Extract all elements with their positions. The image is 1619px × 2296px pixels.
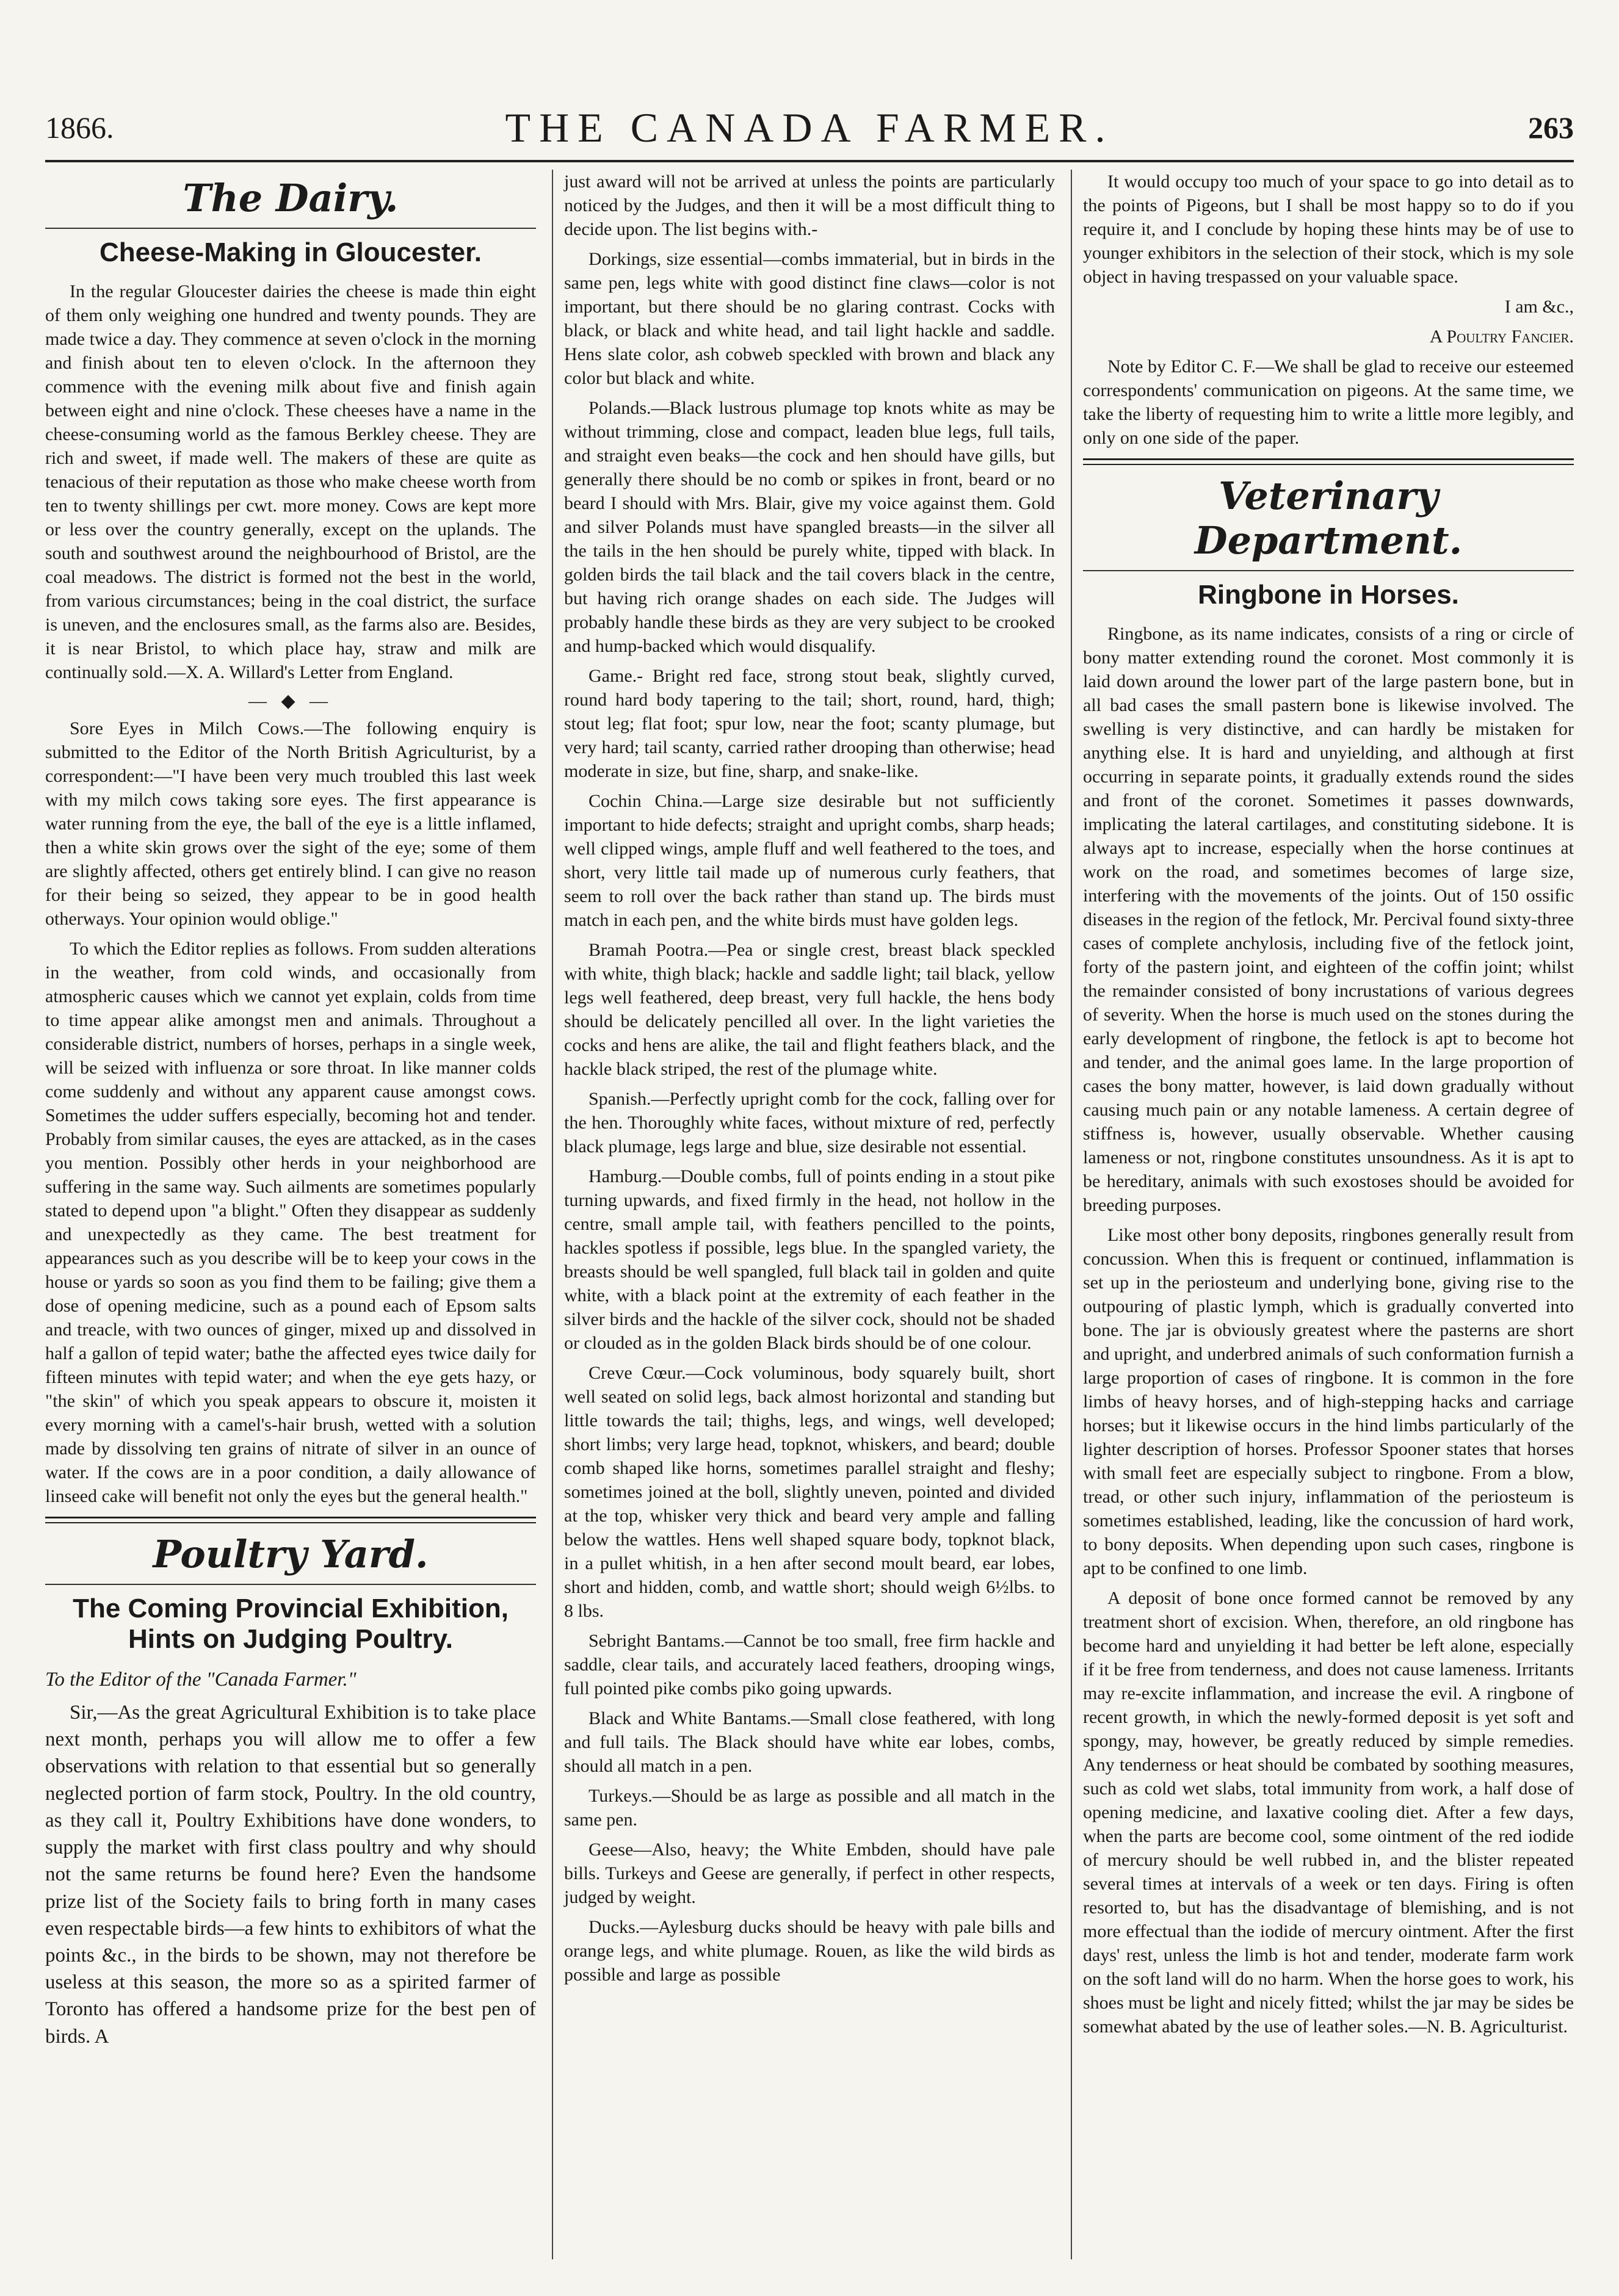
page-number: 263 [1528, 110, 1574, 145]
masthead-rule [45, 160, 1574, 162]
section-title-poultry: Poultry Yard. [153, 1531, 429, 1576]
article-paragraph: A deposit of bone once formed cannot be removed by any treatment short of excision. When, therefore, an old ringbone has become hard and unyielding it had better be left alone, especially if it be free from tenderness, and does not cause lameness. Irritants may re-excite inflammation, and increase the evil. A ringbone of recent growth, in which the newly-formed deposit is yet soft and spongy, may, however, be greatly reduced by simple remedies. Any tenderness or heat should be combated by soothing measures, such as cold wet slabs, total immunity from work, a half dose of opening medicine, and laxative cooling diet. After a few days, when the parts are become cool, some ointment of the red iodide of mercury should be well rubbed in, and the blister repeated several times at intervals of a week or ten days. Firing is often resorted to, but has the disadvantage of blemishing, and is not more effectual than the iodide of mercury ointment. After the first days' rest, unless the limb is hot and tender, moderate farm work on the soft land will do no harm. When the horse goes to work, his shoes must be light and nicely fitted; whilst the jar may be sides be somewhat abated by the use of leather soles.—N. B. Agriculturist. [1083, 1587, 1574, 2037]
columns [45, 170, 1574, 2259]
letter-closing: I am &c., [1504, 297, 1574, 317]
article-paragraph: Black and White Bantams.—Small close feathered, with long and full tails. The Black should have white ear lobes, combs, should all match in a pen. [564, 1708, 1055, 1776]
article-paragraph: Sir,—As the great Agricultural Exhibition is to take place next month, perhaps you will allow me to offer a few observations with relation to that essential but so generally neglected portion of farm stock, Poultry. In the old country, as they call it, Poultry Exhibitions have done wonders, to supply the market with first class poultry and why should not the same returns be found here? Even the handsome prize list of the Society fails to bring forth in many cases even respectable birds—a few hints to exhibitors of what the points &c., in the birds to be shown, may not therefore be useless at this season, the more so as a spirited farmer of Toronto has offered a handsome prize for the best pen of birds. A [45, 1702, 536, 2048]
article-paragraph: To which the Editor replies as follows. From sudden alterations in the weather, from cold winds, and occasionally from atmospheric causes which we cannot yet explain, colds from time to time appear alike amongst men and animals. Throughout a considerable district, numbers of horses, perhaps in a single week, will be seized with influenza or sore throat. In like manner colds come suddenly and without any apparent cause amongst cows. Sometimes the udder suffers especially, becoming hot and tender. Probably from similar causes, the eyes are attacked, as in the cases you mention. Possibly other herds in your neighborhood are suffering in the same way. Such ailments are sometimes popularly stated to depend upon "a blight." Often they disappear as suddenly and unexpectedly as they came. The best treatment for appearances such as you describe will be to keep your cows in the house or yards so soon as you find them to be failing; give them a dose of opening medicine, such as a pound each of Epsom salts and treacle, with two ounces of ginger, mixed up and dissolved in half a gallon of tepid water; bathe the affected eyes twice daily for fifteen minutes with tepid water; and when the eye gets hazy, or "the skin" of which you speak appears to obscure it, moisten it every morning with a camel's-hair brush, wetted with a solution made by dissolving ten grains of nitrate of silver in an ounce of water. If the cows are in a poor condition, a daily allowance of linseed cake will benefit not only the eyes but the general health." [45, 938, 536, 1506]
editor-note: Note by Editor C. F.—We shall be glad to receive our esteemed correspondents' communication on pigeons. At the same time, we take the liberty of requesting him to write a little more legibly, and only on one side of the paper. [1083, 356, 1574, 448]
section-title-dairy: The Dairy. [183, 176, 399, 220]
column-1 [45, 170, 536, 2259]
section-divider [45, 1517, 536, 1523]
section-title-veterinary: Veterinary Department. [1194, 474, 1463, 563]
article-paragraph: Game.- Bright red face, strong stout beak, slightly curved, round hard body tapering to the tail; short, round, hard, thigh; stout leg; flat foot; spur low, near the foot; scanty plumage, but very hard; tail scanty, carried rather drooping than otherwise; head moderate in size, but fine, sharp, and snake-like. [564, 666, 1055, 781]
letter-signature: A Poultry Fancier. [1429, 327, 1574, 347]
article-paragraph: Geese—Also, heavy; the White Embden, should have pale bills. Turkeys and Geese are generally, if perfect in other respects, judged by weight. [564, 1839, 1055, 1907]
article-paragraph: Sebright Bantams.—Cannot be too small, free firm hackle and saddle, clear tails, and accurately laced feathers, drooping wings, full pointed pike combs piko going upwards. [564, 1631, 1055, 1699]
article-paragraph: just award will not be arrived at unless the points are particularly noticed by the Judges, and then it will be a most difficult thing to decide upon. The list begins with.- [564, 171, 1055, 239]
column-2 [552, 170, 1055, 2259]
divider [45, 1584, 536, 1585]
column-3 [1071, 170, 1574, 2259]
article-paragraph: Dorkings, size essential—combs immaterial, but in birds in the same pen, legs white with good distinct fine claws—color is not important, but there should be no glaring contrast. Cocks with black, or black and white head, and tail light hackle and saddle. Hens slate color, ash cobweb speckled with brown and black any color but black and white. [564, 249, 1055, 388]
article-paragraph: Turkeys.—Should be as large as possible and all match in the same pen. [564, 1786, 1055, 1830]
masthead [45, 92, 1574, 159]
issue-year: 1866. [45, 110, 114, 145]
article-paragraph: Cochin China.—Large size desirable but not sufficiently important to hide defects; straight and upright combs, sharp heads; well clipped wings, ample fluff and well feathered to the toes, and short, very little tail made up of numerous curly feathers, that seem to roll over the back rather than stand up. The birds must match in each pen, and the white birds must have golden legs. [564, 791, 1055, 930]
article-paragraph: Ducks.—Aylesburg ducks should be heavy with pale bills and orange legs, and white plumage. Rouen, as like the wild birds as possible and large as possible [564, 1917, 1055, 1985]
newspaper-title: THE CANADA FARMER. [505, 104, 1114, 151]
article-title-exhibition: The Coming Provincial Exhibition, Hints on Judging Poultry. [73, 1593, 509, 1655]
article-paragraph: Spanish.—Perfectly upright comb for the cock, falling over for the hen. Thoroughly white faces, without mixture of red, perfectly black plumage, legs large and blue, size desirable not essential. [564, 1089, 1055, 1157]
ornament-divider: — ◆ — [248, 690, 333, 711]
article-title-ringbone: Ringbone in Horses. [1198, 580, 1459, 610]
divider [1083, 570, 1574, 571]
article-paragraph: Bramah Pootra.—Pea or single crest, breast black speckled with white, thigh black; hackle and saddle light; tail black, yellow legs well feathered, deep breast, very full hackle, the hens body should be delicately pencilled all over. In the light varieties the cocks and hens are alike, the tail and flight feathers black, and the hackle black striped, the rest of the plumage white. [564, 940, 1055, 1079]
article-paragraph: In the regular Gloucester dairies the cheese is made thin eight of them only weighing one hundred and twenty pounds. They are made twice a day. They commence at seven o'clock in the morning and finish about ten to eleven o'clock. In the afternoon they commence with the evening milk about five and finish again between eight and nine o'clock. These cheeses have a name in the cheese-consuming world as the famous Berkley cheese. They are rich and sweet, if made well. The makers of these are quite as tenacious of their reputation as those who make cheese worth from ten to twenty shillings per cwt. more money. Cows are kept more or less over the country generally, except on the uplands. The south and southwest around the neighbourhood of Bristol, are the coal meadows. The district is formed not the best in the world, from various circumstances; being in the coal district, the surface is uneven, and the enclosures small, as the farms also are. Besides, it is near Bristol, to which place hay, straw and milk are continually sold.—X. A. Willard's Letter from England. [45, 281, 536, 682]
divider [45, 228, 536, 229]
article-paragraph: Sore Eyes in Milch Cows.—The following enquiry is submitted to the Editor of the North British Agriculturist, by a correspondent:—"I have been very much troubled this last week with my milch cows taking sore eyes. The first appearance is water running from the eye, the ball of the eye is a little inflamed, then a white skin grows over the sight of the eye; some of them are slightly affected, others get entirely blind. I can give no reason for their being so seized, they appear to be in good health otherways. Your opinion would oblige." [45, 718, 536, 929]
article-paragraph: Polands.—Black lustrous plumage top knots white as may be without trimming, close and compact, leaden blue legs, full tails, and straight even beaks—the cock and hen should have gills, but generally there should be no comb or spikes in front, beard or no beard I should with Mrs. Blair, give my voice against them. Gold and silver Polands must have spangled breasts—in the silver all the tails in the hen should be purely white, tipped with black. In golden birds the tail black and the tail covers black in the centre, but having rich orange shades on each side. The Judges will probably handle these birds as they are very subject to be crooked and hump-backed which would disqualify. [564, 398, 1055, 656]
article-paragraph: Like most other bony deposits, ringbones generally result from concussion. When this is frequent or continued, inflammation is set up in the periosteum and underlying bone, giving rise to the outpouring of plastic lymph, which is gradually converted into bone. The jar is obviously greatest where the pasterns are short and upright, and underbred animals of such conformation furnish a large proportion of cases of ringbone. It is common in the fore limbs of heavy horses, and of high-stepping hacks and carriage horses; but it likewise occurs in the hind limbs particularly of the lighter description of horses. Professor Spooner states that horses with small feet are especially subject to ringbone. From a blow, tread, or other such injury, inflammation of the periosteum is sometimes established, leading, like the concussion of hard work, to bony deposits. When depending upon such cases, ringbone is apt to be confined to one limb. [1083, 1224, 1574, 1578]
article-paragraph: Creve Cœur.—Cock voluminous, body squarely built, short well seated on solid legs, back almost horizontal and standing but little towards the tail; thighs, legs, and wings, well developed; short limbs; very large head, topknot, whiskers, and beard; double comb shaped like horns, sometimes parallel straight and fleshy; sometimes joined at the boll, slightly uneven, pointed and divided at the top, whisker very thick and beard very ample and falling below the wattles. Hens well shaped square body, topknot black, in a pullet whitish, in a hen after second moult beard, ear lobes, short and hidden, comb, and wattle short; should weigh 6½lbs. to 8 lbs. [564, 1363, 1055, 1621]
letter-salutation: To the Editor of the "Canada Farmer." [45, 1668, 357, 1691]
letter-paragraph: It would occupy too much of your space to go into detail as to the points of Pigeons, but I shall be most happy so to do if you require it, and I conclude by hoping these hints may be of use to younger exhibitors in the selection of their stock, which is my sole object in having trespassed on your valuable space. [1083, 171, 1574, 287]
article-paragraph: Ringbone, as its name indicates, consists of a ring or circle of bony matter extending round the coronet. Most commonly it is laid down around the lower part of the large pastern bone, but in all bad cases the small pastern bone is likewise involved. The swelling is very distinctive, and can hardly be mistaken for anything else. It is hard and unyielding, and although at first occurring in separate points, it gradually extends round the sides and front of the coronet. Sometimes it passes downwards, implicating the lateral cartilages, and constituting sidebone. It is always apt to increase, especially when the horse continues at work on the road, and sometimes becomes of large size, interfering with the movements of the joints. Out of 150 ossific diseases in the region of the fetlock, Mr. Percival found sixty-three cases of complete anchylosis, including five of the fetlock joint, forty of the pastern joint, and eighteen of the coffin joint; whilst the remainder consisted of bony incrustations of various degrees of severity. When the horse is much used on the stones during the early development of ringbone, the fetlock is apt to become hot and tender, and the animal goes lame. In the large proportion of cases the bony matter, however, is laid down gradually without causing much pain or any notable lameness. A certain degree of stiffness is, however, usually observable. Whether causing lameness or not, ringbone constitutes unsoundness. As it is apt to be hereditary, animals with such exostoses should be avoided for breeding purposes. [1083, 623, 1574, 1215]
article-title-cheese: Cheese-Making in Gloucester. [100, 237, 482, 267]
article-paragraph: Hamburg.—Double combs, full of points ending in a stout pike turning upwards, and fixed firmly in the head, not hollow in the centre, small ample tail, with feathers pencilled to the points, hackles spotless if possible, legs blue. In the spangled variety, the breasts should be well spangled, full black tail in golden and quite white, with a black point at the extremity of each feather in the silver birds and the hackle of the silver cock, should not be shaded or clouded as in the golden Black birds should be of one colour. [564, 1166, 1055, 1353]
section-divider [1083, 458, 1574, 465]
